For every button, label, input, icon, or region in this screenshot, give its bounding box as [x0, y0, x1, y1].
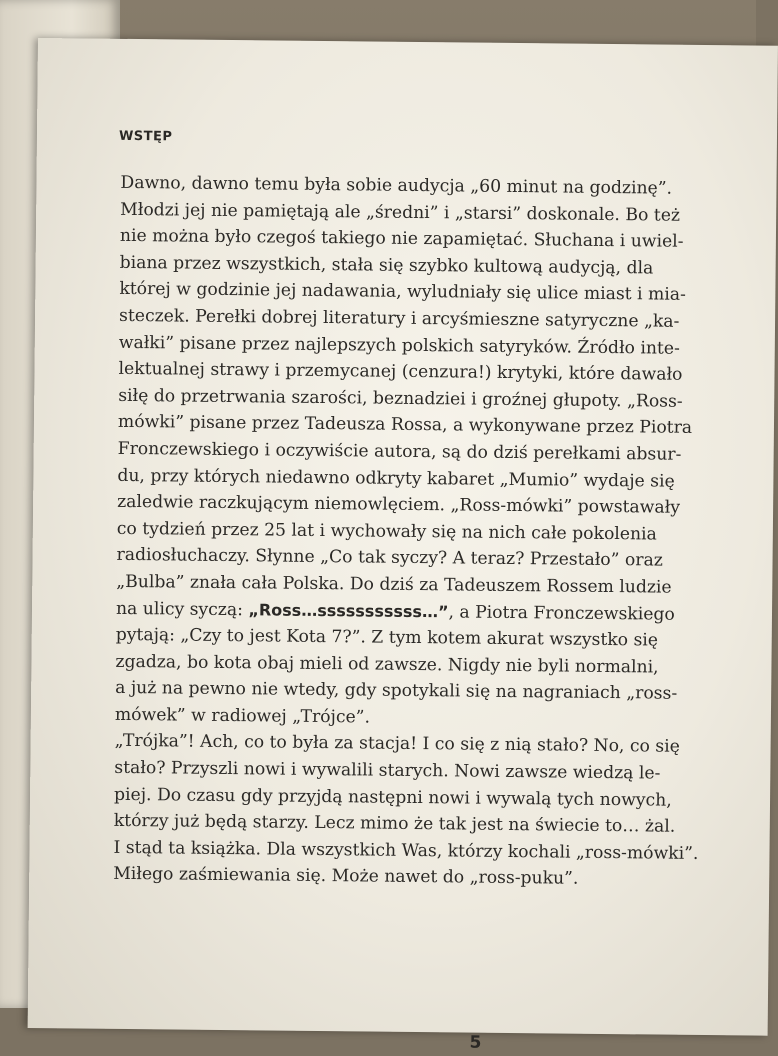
text-line: Fronczewskiego i oczywiście autora, są do dziś perełkami absur- [117, 438, 682, 465]
text-line: piej. Do czasu gdy przyjdą następni nowi i wywalą tych nowych, [113, 784, 672, 811]
page-number: 5 [469, 1032, 482, 1053]
emphasized-quote: „Ross…sssssssssss…” [248, 599, 449, 621]
text-line: du, przy których niedawno odkryty kabaret „Mumio” wydaje się [117, 465, 675, 492]
text-line: I stąd ta książka. Dla wszystkich Was, którzy kochali „ross-mówki”. [113, 837, 699, 864]
text-line: co tydzień przez 25 lat i wychowały się na nich całe pokolenia [116, 518, 657, 545]
text-line: pytają: „Czy to jest Kota 7?”. Z tym kotem akurat wszystko się [115, 624, 659, 651]
text-line: wałki” pisane przez najlepszych polskich satyryków. Źródło inte- [118, 332, 680, 359]
text-line: steczek. Perełki dobrej literatury i arcyśmieszne satyryczne „ka- [118, 305, 680, 332]
text-line: mówki” pisane przez Tadeusza Rossa, a wykonywane przez Piotra [117, 412, 693, 439]
text-line: lektualnej strawy i przemycanej (cenzura!) krytyki, które dawało [118, 359, 683, 385]
text-line: Dawno, dawno temu była sobie audycja „60 minut na godzinę”. [120, 172, 673, 199]
text-line: nie można było czegoś takiego nie zapamiętać. Słuchana i uwiel- [119, 226, 684, 252]
text-line: siłę do przetrwania szarości, beznadziei i groźnej głupoty. „Ross- [118, 385, 683, 412]
paragraph-1 [115, 170, 721, 735]
text-line: „Trójka”! Ach, co to była za stacja! I co się z nią stało? No, co się [114, 731, 680, 758]
book-page [28, 38, 778, 1053]
text-segment: , a Piotra Fronczewskiego [448, 601, 675, 625]
text-segment: na ulicy syczą: [115, 598, 249, 620]
text-line: stało? Przyszli nowi i wywalili starych. Nowi zawsze wiedzą le- [114, 757, 661, 784]
section-heading: WSTĘP [118, 128, 173, 145]
page-content [113, 128, 721, 1053]
paragraph-2 [113, 728, 715, 894]
text-line: zaledwie raczkującym niemowlęciem. „Ross-mówki” powstawały [117, 491, 681, 518]
text-line: biana przez wszystkich, stała się szybko kultową audycją, dla [119, 252, 654, 279]
text-line: a już na pewno nie wtedy, gdy spotykali się na nagraniach „ross- [115, 678, 678, 705]
text-line: której w godzinie jej nadawania, wyludniały się ulice miast i mia- [119, 279, 687, 306]
text-line: którzy już będą starzy. Lecz mimo że tak jest na świecie to… żal. [113, 811, 676, 837]
text-line: Miłego zaśmiewania się. Może nawet do „ross-puku”. [113, 864, 579, 890]
text-line: radiosłuchaczy. Słynne „Co tak syczy? A teraz? Przestało” oraz [116, 545, 663, 571]
text-line: Młodzi jej nie pamiętają ale „średni” i „starsi” doskonale. Bo też [120, 199, 681, 226]
text-line: „Bulba” znała cała Polska. Do dziś za Tadeuszem Rossem ludzie [116, 571, 672, 598]
text-line: zgadza, bo kota obaj mieli od zawsze. Nigdy nie byli normalni, [115, 651, 659, 678]
text-line: mówek” w radiowej „Trójce”. [114, 704, 371, 728]
